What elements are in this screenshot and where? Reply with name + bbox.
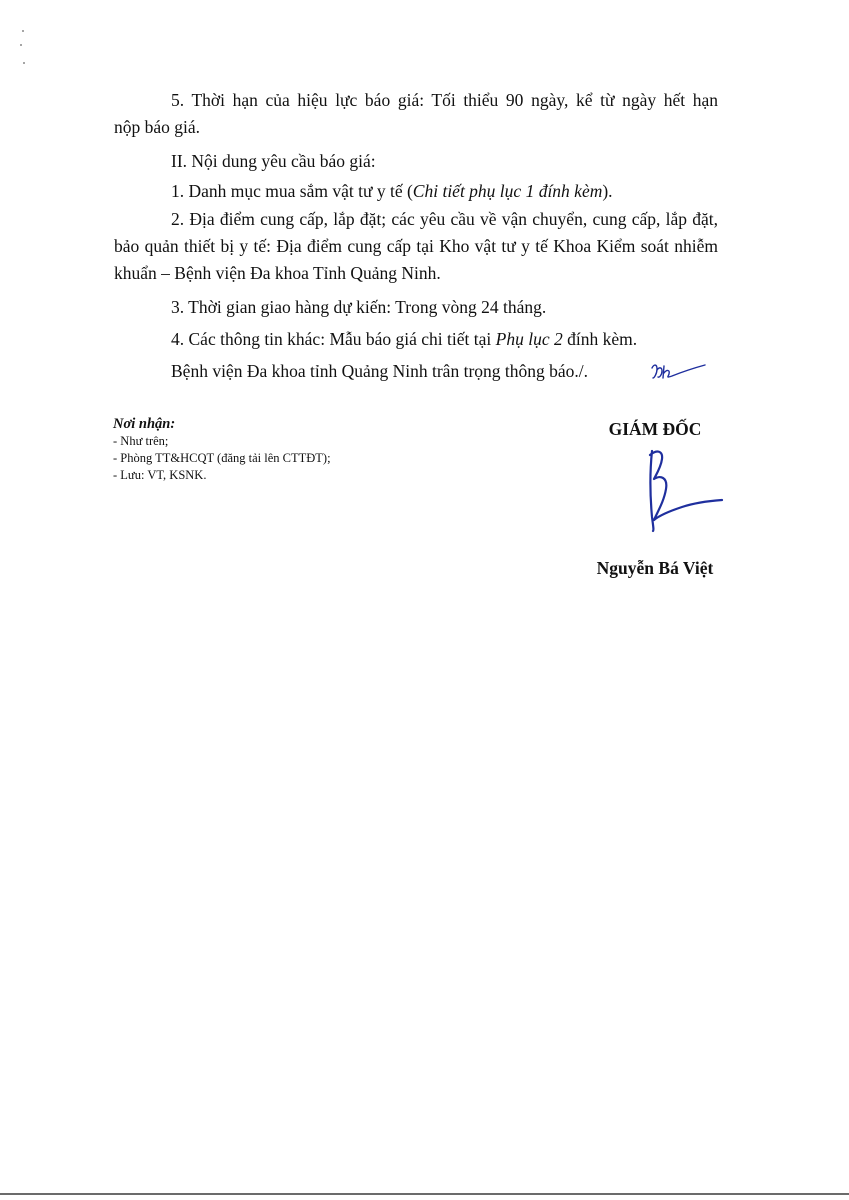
item-4-tail: đính kèm. <box>562 329 638 349</box>
signer-name: Nguyễn Bá Việt <box>596 558 714 578</box>
recipients-block <box>113 415 443 484</box>
item-2: 2. Địa điểm cung cấp, lắp đặt; các yêu cầu về vận chuyển, cung cấp, lắp đặt, bảo quản thiết bị y tế: Địa điểm cung cấp tại Kho vật tư y tế Khoa Kiểm soát nhiễm khuẩn – Bệnh viện Đa khoa Tỉnh Quảng Ninh. <box>114 209 718 283</box>
section-2-heading: II. Nội dung yêu cầu báo giá: <box>171 151 376 171</box>
handwritten-signature <box>630 445 730 535</box>
item-3: 3. Thời gian giao hàng dự kiến: Trong vòng 24 tháng. <box>171 297 547 317</box>
page-bottom-edge <box>0 1193 849 1195</box>
signature-title: GIÁM ĐỐC <box>608 419 702 439</box>
item-1-text: 1. Danh mục mua sắm vật tư y tế ( <box>171 181 413 201</box>
recipient-item: - Như trên; <box>113 434 169 448</box>
item-5-line-1: 5. Thời hạn của hiệu lực báo giá: Tối thiểu 90 ngày, kể từ ngày hết hạn <box>171 90 718 110</box>
recipients-heading: Nơi nhận: <box>113 416 176 432</box>
item-4-italic: Phụ lục 2 <box>495 329 563 349</box>
recipient-item: - Lưu: VT, KSNK. <box>113 468 207 482</box>
item-1-tail: ). <box>602 181 613 201</box>
item-1 <box>114 178 718 205</box>
scan-speck <box>23 62 25 64</box>
scan-speck <box>20 44 22 46</box>
item-4-text: 4. Các thông tin khác: Mẫu báo giá chi tiết tại <box>171 329 496 349</box>
item-4 <box>114 326 718 353</box>
closing-line: Bệnh viện Đa khoa tỉnh Quảng Ninh trân trọng thông báo./. <box>171 361 589 381</box>
recipient-item: - Phòng TT&HCQT (đăng tải lên CTTĐT); <box>113 451 331 465</box>
scan-speck <box>22 30 24 32</box>
initial-mark <box>648 360 708 384</box>
item-1-italic: Chi tiết phụ lục 1 đính kèm <box>412 181 603 201</box>
item-5-line-2: nộp báo giá. <box>114 117 201 137</box>
